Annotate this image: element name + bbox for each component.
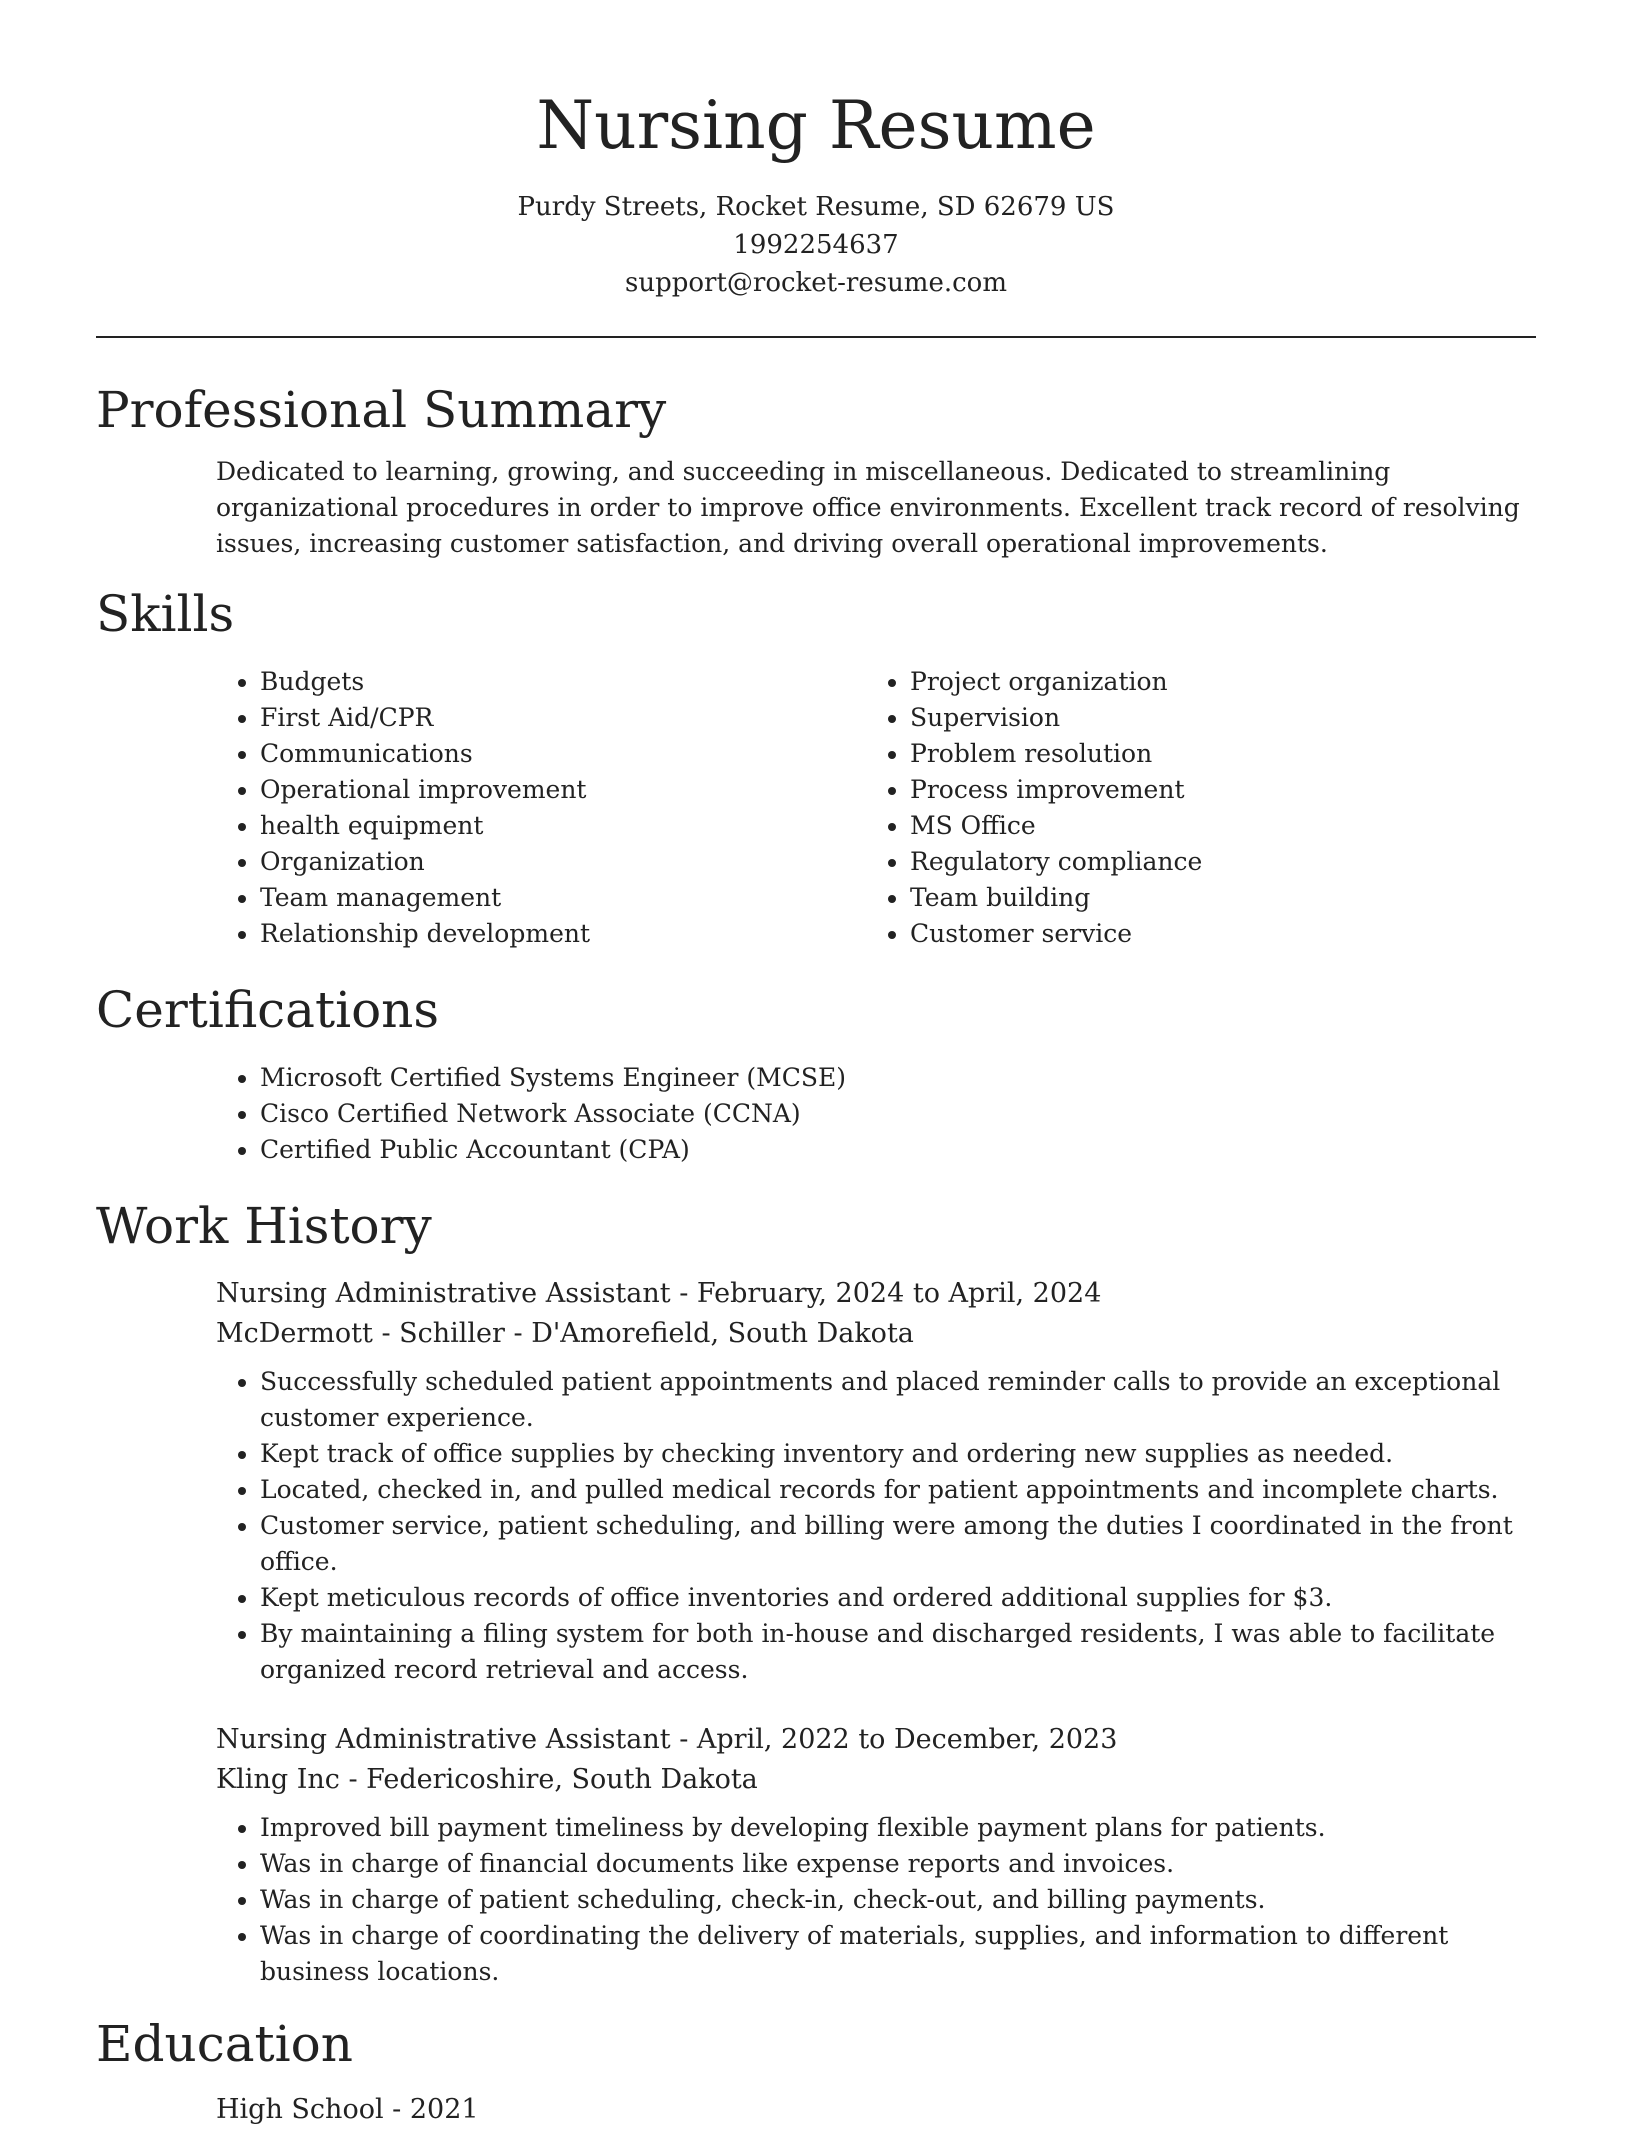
work-history-section (96, 1196, 1536, 1990)
list-item: • Customer service (910, 916, 1516, 952)
skills-list-right (866, 664, 1516, 952)
contact-info (96, 188, 1536, 302)
list-item: • Located, checked in, and pulled medical records for patient appointments and incomplete charts. (260, 1472, 1536, 1508)
list-item: • Relationship development (260, 916, 866, 952)
education-entry (216, 2090, 1536, 2130)
skills-column-right (866, 664, 1516, 952)
list-item: • Operational improvement (260, 772, 866, 808)
job-employer: McDermott - Schiller - D'Amorefield, South Dakota (216, 1318, 914, 1349)
list-item: • Communications (260, 736, 866, 772)
list-item: • Kept meticulous records of office inventories and ordered additional supplies for $3. (260, 1580, 1536, 1616)
resume-header (96, 0, 1536, 302)
education-section (96, 2014, 1536, 2130)
job-heading: Nursing Administrative Assistant - February, 2024 to April, 2024 (216, 1278, 1102, 1309)
list-item: • Successfully scheduled patient appointments and placed reminder calls to provide an exceptional customer experience. (260, 1364, 1536, 1436)
list-item: • Project organization (910, 664, 1516, 700)
list-item: • First Aid/CPR (260, 700, 866, 736)
list-item: • Was in charge of coordinating the delivery of materials, supplies, and information to different business locations. (260, 1918, 1536, 1990)
section-title-education: Education (96, 2015, 353, 2073)
list-item: • Kept track of office supplies by checking inventory and ordering new supplies as needed. (260, 1436, 1536, 1472)
header-divider (96, 336, 1536, 338)
skills-columns (216, 664, 1536, 952)
address: Purdy Streets, Rocket Resume, SD 62679 US (517, 192, 1115, 222)
skills-section (96, 584, 1536, 952)
list-item: • Customer service, patient scheduling, and billing were among the duties I coordinated in the front office. (260, 1508, 1536, 1580)
skills-column-left (216, 664, 866, 952)
phone: 1992254637 (733, 230, 899, 260)
section-title-skills: Skills (96, 585, 235, 643)
list-item: • Team building (910, 880, 1516, 916)
section-title-certifications: Certifications (96, 981, 440, 1039)
list-item: • Problem resolution (910, 736, 1516, 772)
list-item: • MS Office (910, 808, 1516, 844)
list-item: • health equipment (260, 808, 866, 844)
section-title-work-history: Work History (96, 1197, 432, 1255)
job-heading: Nursing Administrative Assistant - April, 2022 to December, 2023 (216, 1724, 1118, 1755)
list-item: • Organization (260, 844, 866, 880)
summary-section (96, 380, 1536, 562)
list-item: • Improved bill payment timeliness by developing flexible payment plans for patients. (260, 1810, 1536, 1846)
list-item: • Team management (260, 880, 866, 916)
list-item: • By maintaining a filing system for both in-house and discharged residents, I was able to facilitate organized record retrieval and access. (260, 1616, 1536, 1688)
summary-text: Dedicated to learning, growing, and succeeding in miscellaneous. Dedicated to streamlining organizational procedures in order to improve office environments. Excellent track record of resolving issues, increasing customer satisfaction, and driving overall operational improvements. (216, 457, 1520, 558)
job-employer: Kling Inc - Federicoshire, South Dakota (216, 1764, 758, 1795)
job-entry (216, 1274, 1536, 1688)
certifications-list (216, 1060, 1536, 1168)
email: support@rocket-resume.com (624, 268, 1007, 298)
job-duties-list (216, 1364, 1536, 1688)
list-item: • Was in charge of financial documents like expense reports and invoices. (260, 1846, 1536, 1882)
education-item: High School - 2021 (216, 2094, 479, 2125)
list-item: • Certified Public Accountant (CPA) (260, 1132, 1536, 1168)
list-item: • Microsoft Certified Systems Engineer (MCSE) (260, 1060, 1536, 1096)
resume-name: Nursing Resume (536, 87, 1096, 164)
skills-list-left (216, 664, 866, 952)
list-item: • Budgets (260, 664, 866, 700)
list-item: • Cisco Certified Network Associate (CCNA) (260, 1096, 1536, 1132)
list-item: • Process improvement (910, 772, 1516, 808)
list-item: • Supervision (910, 700, 1516, 736)
job-duties-list (216, 1810, 1536, 1990)
list-item: • Regulatory compliance (910, 844, 1516, 880)
section-title-summary: Professional Summary (96, 381, 667, 439)
certifications-section (96, 980, 1536, 1168)
list-item: • Was in charge of patient scheduling, check-in, check-out, and billing payments. (260, 1882, 1536, 1918)
job-entry (216, 1720, 1536, 1990)
